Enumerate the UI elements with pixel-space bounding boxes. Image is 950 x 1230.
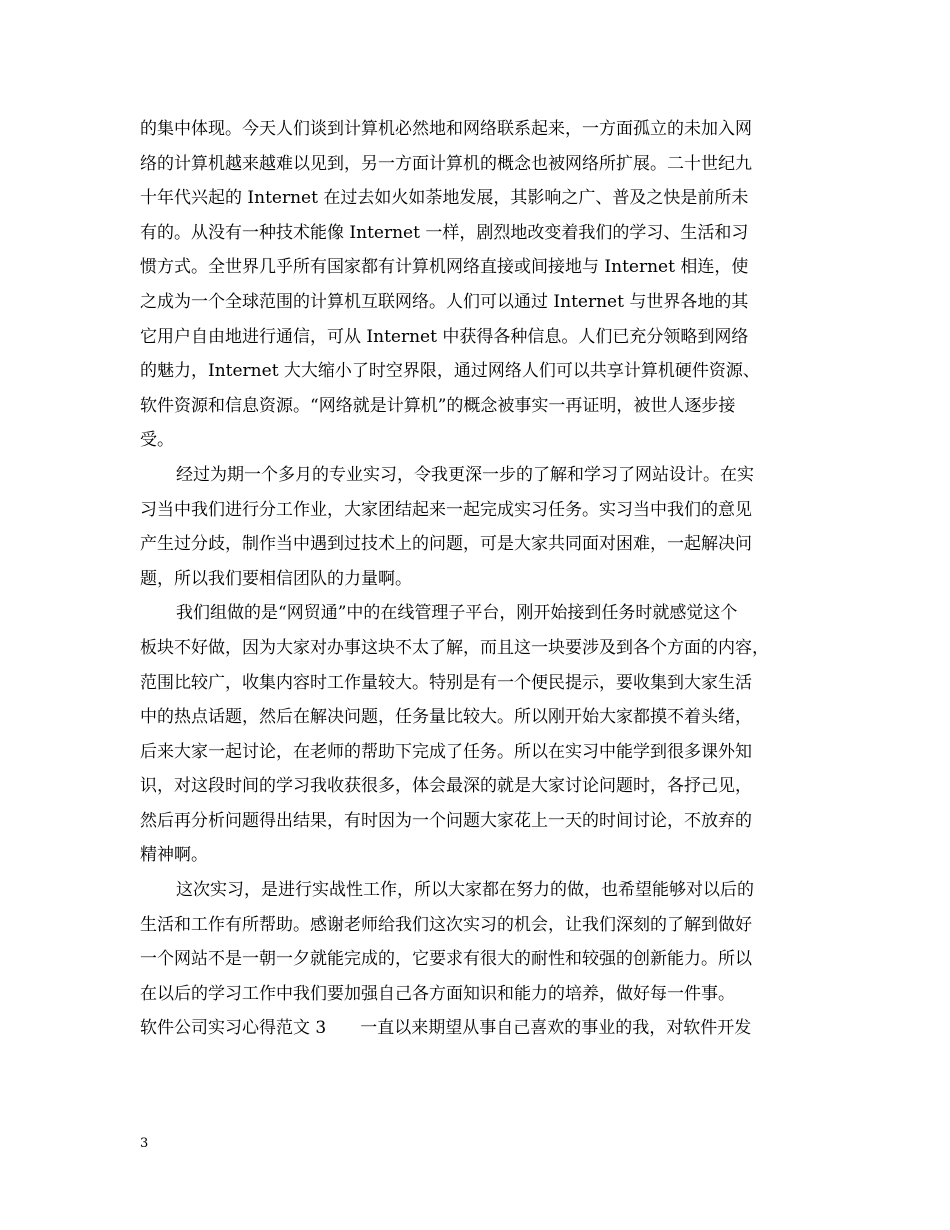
text-line: 习当中我们进行分工作业，大家团结起来一起完成实习任务。实习当中我们的意见 — [140, 499, 752, 520]
text-line: 在以后的学习工作中我们要加强自己各方面知识和能力的培养，做好每一件事。 — [140, 983, 735, 1004]
text-line: 络的计算机越来越难以见到，另一方面计算机的概念也被网络所扩展。二十世纪九 — [140, 153, 752, 174]
text-line: 这次实习，是进行实战性工作，所以大家都在努力的做，也希望能够对以后的 — [176, 880, 754, 901]
text-line: 然后再分析问题得出结果，有时因为一个问题大家花上一天的时间讨论，不放弃的 — [140, 810, 752, 831]
page-number: 3 — [140, 1136, 149, 1151]
text-line: 受。 — [140, 430, 174, 451]
text-line: 中的热点话题，然后在解决问题，任务量比较大。所以刚开始大家都摸不着头绪， — [140, 707, 752, 728]
text-line: 我们组做的是“网贸通”中的在线管理子平台，刚开始接到任务时就感觉这个 — [176, 603, 738, 624]
text-line: 后来大家一起讨论，在老师的帮助下完成了任务。所以在实习中能学到很多课外知 — [140, 741, 752, 762]
text-line: 的魅力，Internet 大大缩小了时空界限，通过网络人们可以共享计算机硬件资源、 — [140, 361, 760, 382]
text-line: 软件公司实习心得范文 3 一直以来期望从事自己喜欢的事业的我，对软件开发 — [140, 1018, 752, 1039]
text-line: 软件资源和信息资源。“网络就是计算机”的概念被事实一再证明，被世人逐步接 — [140, 395, 736, 416]
text-line: 范围比较广，收集内容时工作量较大。特别是有一个便民提示，要收集到大家生活 — [140, 672, 752, 693]
text-line: 惯方式。全世界几乎所有国家都有计算机网络直接或间接地与 Internet 相连，使 — [140, 257, 749, 278]
text-line: 精神啊。 — [140, 845, 208, 866]
text-line: 有的。从没有一种技术能像 Internet 一样，剧烈地改变着我们的学习、生活和习 — [140, 222, 749, 243]
text-line: 板块不好做，因为大家对办事这块不太了解，而且这一块要涉及到各个方面的内容， — [140, 637, 769, 658]
text-line: 识，对这段时间的学习我收获很多，体会最深的就是大家讨论问题时，各抒己见， — [140, 776, 752, 797]
text-line: 一个网站不是一朝一夕就能完成的，它要求有很大的耐性和较强的创新能力。所以 — [140, 949, 752, 970]
text-line: 之成为一个全球范围的计算机互联网络。人们可以通过 Internet 与世界各地的其 — [140, 291, 749, 312]
text-line: 经过为期一个多月的专业实习，令我更深一步的了解和学习了网站设计。在实 — [176, 464, 754, 485]
text-line: 生活和工作有所帮助。感谢老师给我们这次实习的机会，让我们深刻的了解到做好 — [140, 914, 752, 935]
text-line: 产生过分歧，制作当中遇到过技术上的问题，可是大家共同面对困难，一起解决问 — [140, 534, 752, 555]
text-line: 十年代兴起的 Internet 在过去如火如荼地发展，其影响之广、普及之快是前所未 — [140, 188, 749, 209]
body-text — [140, 112, 820, 1046]
text-line: 它用户自由地进行通信，可从 Internet 中获得各种信息。人们已充分领略到网络 — [140, 326, 749, 347]
text-line: 题，所以我们要相信团队的力量啊。 — [140, 568, 412, 589]
text-line: 的集中体现。今天人们谈到计算机必然地和网络联系起来，一方面孤立的未加入网 — [140, 119, 752, 139]
